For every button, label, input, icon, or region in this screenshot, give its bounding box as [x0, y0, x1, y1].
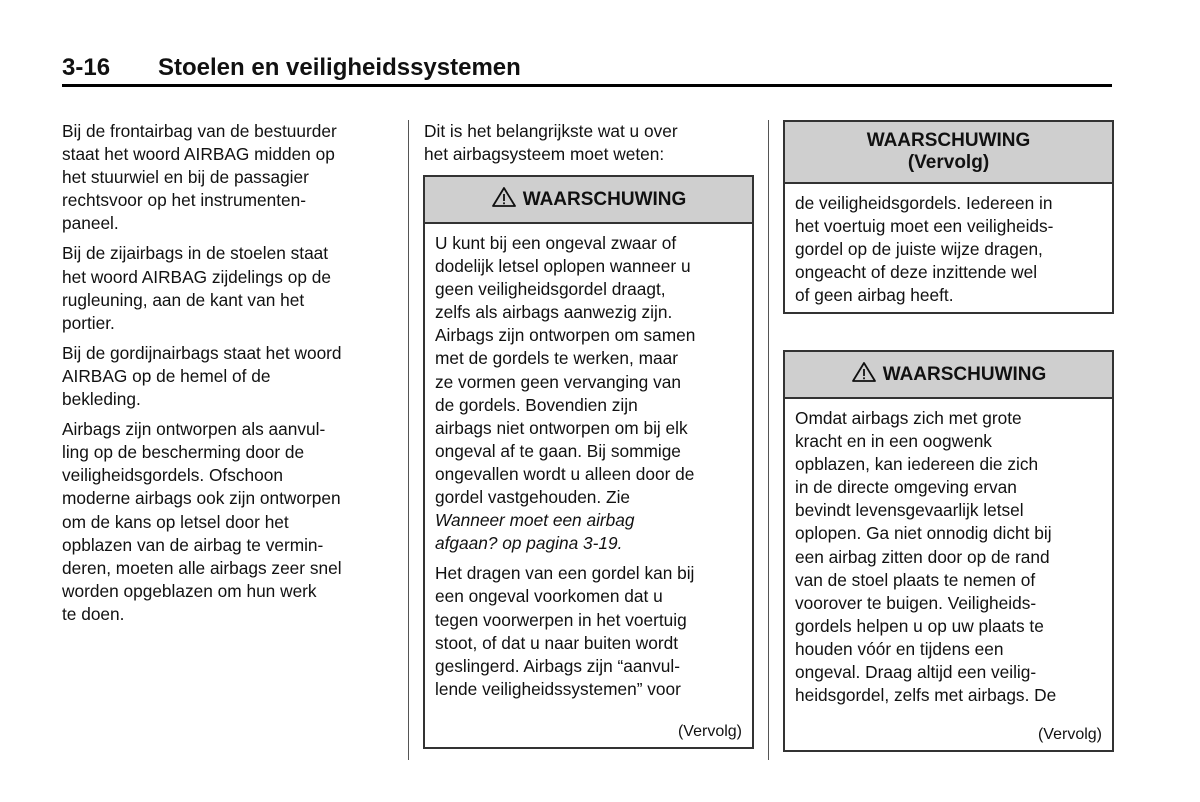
text-line: Bij de frontairbag van de bestuurder	[62, 121, 337, 141]
text-line: gordel vastgehouden. Zie	[435, 487, 631, 508]
text-line: oplopen. Ga niet onnodig dicht bij	[795, 523, 1052, 544]
text-line: Dit is het belangrijkste wat u over	[424, 121, 678, 141]
text-line: moderne airbags ook zijn ontworpen	[62, 488, 341, 509]
paragraph-frontairbag	[62, 120, 397, 235]
text-line: met de gordels te werken, maar	[435, 348, 679, 369]
text-line: ongeacht of deze inzittende wel	[795, 262, 1038, 283]
text-line: geen veiligheidsgordel draagt,	[435, 279, 666, 300]
text-line: bekleding.	[62, 389, 141, 410]
text-line: airbags niet ontworpen om bij elk	[435, 417, 688, 438]
warning-body	[785, 184, 1112, 307]
column-1	[62, 120, 397, 633]
cross-reference-link[interactable]: Wanneer moet een airbag	[435, 510, 635, 531]
text-line: opblazen van de airbag te vermin-	[62, 534, 324, 555]
text-line: deren, moeten alle airbags zeer snel	[62, 557, 342, 578]
warning-paragraph	[795, 407, 1102, 707]
page-header	[62, 54, 1112, 87]
text-line: bevindt levensgevaarlijk letsel	[795, 500, 1024, 521]
text-line: ling op de bescherming door de	[62, 442, 305, 463]
text-line: een airbag zitten door op de rand	[795, 546, 1050, 567]
warning-box-continued	[783, 120, 1114, 314]
text-line: het airbagsysteem moet weten:	[424, 144, 665, 165]
text-line: gordels helpen u op uw plaats te	[795, 615, 1044, 636]
warning-heading: WAARSCHUWING	[522, 188, 687, 210]
text-line: heidsgordel, zelfs met airbags. De	[795, 685, 1057, 706]
column-divider	[768, 120, 769, 760]
warning-header	[425, 177, 752, 224]
warning-box	[423, 175, 754, 749]
text-line: Bij de gordijnairbags staat het woord	[62, 342, 342, 363]
text-line: het voertuig moet een veiligheids-	[795, 216, 1054, 237]
text-line: ongevallen wordt u alleen door de	[435, 463, 695, 484]
paragraph-zijairbags	[62, 242, 397, 334]
warning-header	[785, 352, 1112, 399]
warning-triangle-icon	[491, 186, 517, 214]
text-line: Airbags zijn ontworpen om samen	[435, 325, 696, 346]
intro-paragraph	[424, 120, 754, 166]
text-line: portier.	[62, 312, 115, 333]
text-line: of geen airbag heeft.	[795, 285, 954, 306]
text-line: gordel op de juiste wijze dragen,	[795, 239, 1043, 260]
warning-body	[785, 399, 1112, 707]
text-line: ze vormen geen vervanging van	[435, 371, 681, 392]
text-line: geslingerd. Airbags zijn “aanvul-	[435, 655, 680, 676]
column-divider	[408, 120, 409, 760]
text-line: in de directe omgeving ervan	[795, 477, 1017, 498]
text-line: Bij de zijairbags in de stoelen staat	[62, 243, 329, 264]
text-line: dodelijk letsel oplopen wanneer u	[435, 256, 691, 277]
warning-header	[785, 122, 1112, 184]
text-line: het woord AIRBAG zijdelings op de	[62, 266, 331, 287]
text-line: worden opgeblazen om hun werk	[62, 580, 317, 601]
text-line: te doen.	[62, 603, 125, 624]
text-line: staat het woord AIRBAG midden op	[62, 144, 335, 165]
text-line: Airbags zijn ontworpen als aanvul-	[62, 419, 326, 440]
warning-heading: WAARSCHUWING	[882, 363, 1047, 385]
text-line: rugleuning, aan de kant van het	[62, 289, 305, 310]
text-line: van de stoel plaats te nemen of	[795, 569, 1036, 590]
text-line: zelfs als airbags aanwezig zijn.	[435, 302, 673, 323]
warning-paragraph	[435, 562, 742, 701]
paragraph-aanvulling	[62, 418, 397, 626]
text-line: U kunt bij een ongeval zwaar of	[435, 233, 677, 253]
warning-paragraph	[435, 232, 742, 555]
continued-label: (Vervolg)	[1037, 726, 1102, 743]
text-line: houden vóór en tijdens een	[795, 638, 1004, 659]
page-number: 3-16	[62, 54, 111, 81]
text-line: Omdat airbags zich met grote	[795, 408, 1022, 428]
text-line: de veiligheidsgordels. Iedereen in	[795, 193, 1053, 213]
text-line: voorover te buigen. Veiligheids-	[795, 592, 1037, 613]
warning-triangle-icon	[851, 361, 877, 389]
text-line: stoot, of dat u naar buiten wordt	[435, 632, 679, 653]
text-line: lende veiligheidssystemen” voor	[435, 678, 681, 699]
warning-body	[425, 224, 752, 701]
text-line: het stuurwiel en bij de passagier	[62, 167, 309, 188]
text-line: Het dragen van een gordel kan bij	[435, 563, 695, 584]
text-line: paneel.	[62, 213, 119, 234]
text-line: AIRBAG op de hemel of de	[62, 365, 271, 386]
warning-heading: WAARSCHUWING	[866, 130, 1031, 151]
continued-label: (Vervolg)	[677, 723, 742, 740]
section-title: Stoelen en veiligheidssystemen	[158, 54, 521, 81]
paragraph-gordijnairbags	[62, 342, 397, 411]
text-line: de gordels. Bovendien zijn	[435, 394, 638, 415]
text-line: tegen voorwerpen in het voertuig	[435, 609, 687, 630]
text-line: ongeval af te gaan. Bij sommige	[435, 440, 681, 461]
warning-paragraph	[795, 192, 1102, 307]
text-line: om de kans op letsel door het	[62, 511, 289, 532]
column-2-intro	[424, 120, 754, 173]
cross-reference-link[interactable]: afgaan? op pagina 3-19.	[435, 533, 623, 554]
warning-subheading: (Vervolg)	[907, 152, 990, 173]
text-line: veiligheidsgordels. Ofschoon	[62, 465, 283, 486]
text-line: kracht en in een oogwenk	[795, 431, 992, 452]
text-line: opblazen, kan iedereen die zich	[795, 454, 1039, 475]
text-line: een ongeval voorkomen dat u	[435, 586, 663, 607]
text-line: ongeval. Draag altijd een veilig-	[795, 662, 1037, 683]
text-line: rechtsvoor op het instrumenten-	[62, 190, 306, 211]
warning-box	[783, 350, 1114, 752]
